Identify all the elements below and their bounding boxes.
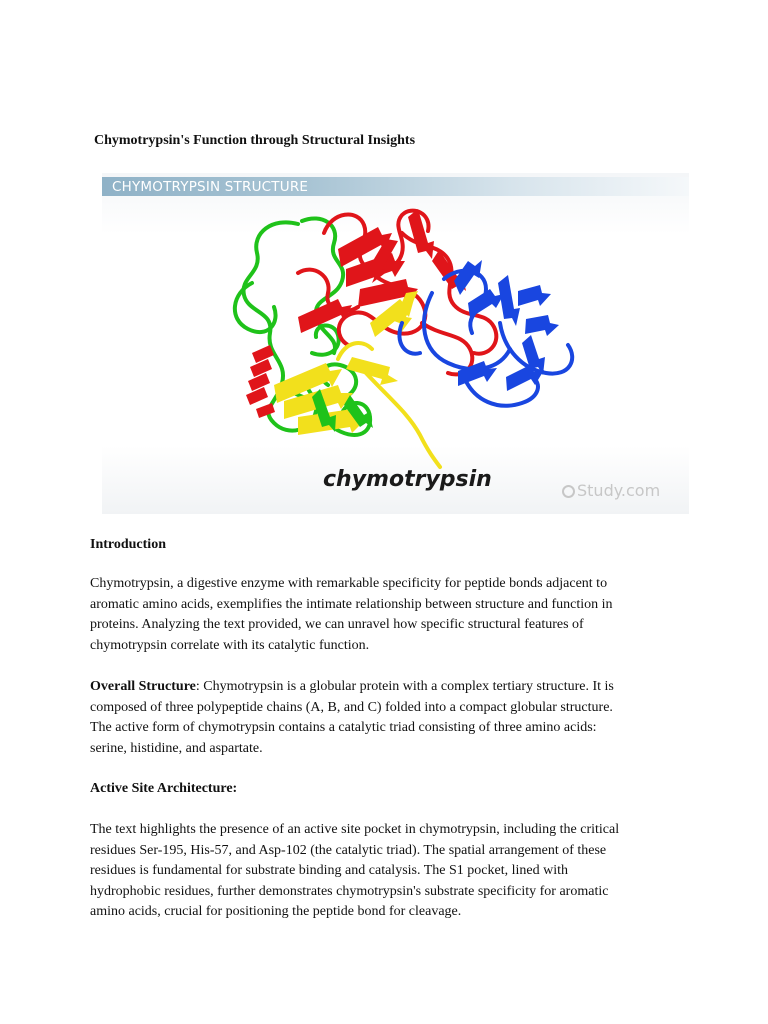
study-logo-icon	[562, 485, 575, 498]
page-title: Chymotrypsin's Function through Structural Insights	[94, 133, 416, 148]
watermark-text: Study.com	[577, 481, 661, 500]
paragraph-line: composed of three polypeptide chains (A, B, and C) folded into a compact globular structure.	[90, 699, 613, 715]
paragraph-line: The text highlights the presence of an active site pocket in chymotrypsin, including the critical	[90, 822, 620, 837]
paragraph-line: hydrophobic residues, further demonstrates chymotrypsin's substrate specificity for aromatic	[90, 883, 609, 899]
red-helix-left	[246, 345, 275, 418]
introduction-heading: Introduction	[90, 537, 166, 552]
study-watermark	[562, 481, 660, 500]
chymotrypsin-structure-figure	[102, 173, 689, 514]
introduction-paragraph	[90, 574, 670, 656]
paragraph-line: amino acids, crucial for positioning the peptide bond for cleavage.	[90, 904, 462, 919]
paragraph-line: residues is fundamental for substrate binding and catalysis. The S1 pocket, lined with	[90, 863, 568, 878]
paragraph-line: proteins. Analyzing the text provided, we can unravel how specific structural features of	[90, 617, 584, 632]
protein-ribbon-illustration	[102, 173, 689, 514]
figure-label: chymotrypsin	[323, 467, 492, 492]
paragraph-line: chymotrypsin correlate with its catalytic function.	[90, 637, 370, 653]
blue-chain-ribbon	[399, 271, 572, 406]
overall-structure-paragraph	[90, 677, 670, 759]
active-site-heading: Active Site Architecture:	[90, 781, 238, 796]
paragraph-line	[90, 677, 670, 698]
paragraph-line: serine, histidine, and aspartate.	[90, 740, 263, 756]
overall-structure-first-line: : Chymotrypsin is a globular protein with a complex tertiary structure. It is	[195, 679, 614, 694]
active-site-paragraph	[90, 820, 670, 923]
paragraph-line: The active form of chymotrypsin contains a catalytic triad consisting of three amino acids:	[90, 720, 597, 735]
overall-structure-lead: Overall Structure	[90, 679, 196, 694]
paragraph-line: residues Ser-195, His-57, and Asp-102 (the catalytic triad). The spatial arrangement of these	[90, 842, 607, 858]
paragraph-line: Chymotrypsin, a digestive enzyme with remarkable specificity for peptide bonds adjacent to	[90, 576, 608, 591]
figure-banner-text: CHYMOTRYPSIN STRUCTURE	[112, 179, 309, 195]
paragraph-line: aromatic amino acids, exemplifies the intimate relationship between structure and function in	[90, 596, 613, 612]
